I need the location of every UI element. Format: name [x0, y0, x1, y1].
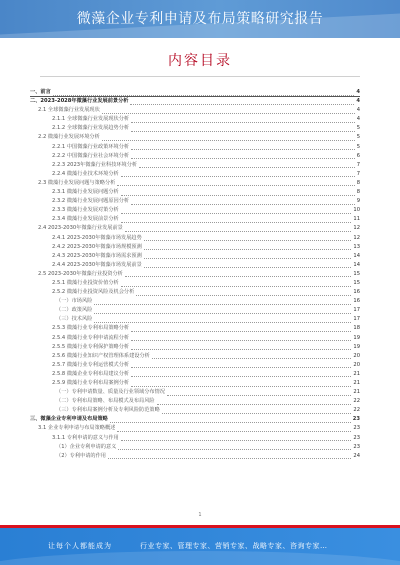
toc-entry-title: 2.5.2 微藻行业投资风险及机会分析 [52, 289, 135, 296]
toc-entry-title: （一）专利申请数量、质量及行业领域分布情况 [56, 389, 165, 396]
toc-entry-title: 2.5.6 微藻行业知识产权管理体系建设分析 [52, 352, 150, 359]
toc-leader-dots [131, 117, 355, 123]
toc-entry-page: 4 [356, 116, 360, 123]
toc-entry-page: 24 [353, 452, 360, 459]
toc-entry[interactable] [30, 161, 360, 170]
toc-heading: 内容目录 [168, 53, 232, 69]
toc-entry-title: 2.4.3 2023-2030年微藻市场需求预测 [52, 252, 142, 259]
toc-entry-title: 2.5.9 微藻行业专利布局案例分析 [52, 380, 130, 386]
toc-entry-title: 2.2.1 中国微藻行业政策环境分析 [52, 143, 130, 150]
toc-entry[interactable] [30, 152, 360, 161]
toc-entry-page: 18 [353, 325, 360, 332]
toc-entry[interactable] [30, 188, 360, 197]
toc-entry-title: 2.3.2 微藻行业发展问题原因分析 [52, 198, 130, 205]
toc-entry[interactable] [30, 424, 360, 433]
toc-entry[interactable] [30, 279, 360, 288]
toc-leader-dots [131, 153, 355, 159]
toc-leader-dots [53, 90, 355, 96]
toc-leader-dots [102, 108, 355, 114]
toc-entry-title: 2.4.2 2023-2030年微藻市场规模预测 [52, 243, 142, 250]
toc-entry-page: 14 [353, 252, 360, 259]
footer-wave-decoration [0, 551, 400, 565]
toc-entry-page: 7 [356, 170, 360, 177]
toc-leader-dots [102, 135, 355, 141]
toc-leader-dots [117, 180, 354, 186]
toc-entry-page: 23 [353, 443, 360, 450]
toc-entry-title: 2.1 全球微藻行业发展现状 [38, 107, 100, 114]
toc-entry-page: 15 [353, 279, 360, 286]
toc-entry-title: （二）专利布局策略、布局模式及布局风险 [56, 398, 155, 405]
toc-entry-title: （三）技术风险 [56, 316, 93, 323]
toc-entry-title: 2.1.2 全球微藻行业发展趋势分析 [52, 125, 130, 132]
toc-leader-dots [144, 235, 352, 241]
toc-entry[interactable] [30, 352, 360, 361]
toc-leader-dots [117, 426, 351, 432]
toc-entry-title: 2.4 2023-2030年微藻行业发展前景 [38, 225, 123, 232]
toc-entry-page: 9 [356, 198, 360, 205]
toc-entry-page: 20 [353, 361, 360, 368]
toc-entry[interactable] [30, 215, 360, 224]
toc-entry-title: 2.4.1 2023-2030年微藻市场发展趋势 [52, 234, 142, 241]
table-of-contents [30, 88, 360, 461]
toc-leader-dots [108, 453, 351, 459]
toc-leader-dots [125, 271, 352, 277]
toc-entry[interactable] [30, 334, 360, 343]
page-number: 1 [198, 512, 202, 518]
toc-entry-title: 2.5.3 微藻行业专利布局策略分析 [52, 325, 130, 332]
toc-entry-page: 17 [353, 307, 360, 314]
toc-entry-page: 16 [353, 298, 360, 305]
toc-rule [30, 96, 360, 97]
toc-entry-title: （二）政策风险 [56, 307, 93, 314]
toc-leader-dots [162, 408, 352, 414]
toc-entry-title: 2.5 2023-2030年微藻行业投资分析 [38, 270, 123, 277]
toc-entry-page: 4 [356, 98, 360, 105]
toc-entry[interactable] [30, 361, 360, 370]
toc-entry-page: 21 [353, 370, 360, 377]
toc-entry-page: 6 [356, 152, 360, 159]
toc-leader-dots [94, 299, 351, 305]
toc-leader-dots [94, 308, 351, 314]
toc-entry-page: 21 [353, 389, 360, 396]
toc-entry-title: （2）专利申请的作用 [56, 452, 106, 459]
toc-entry-title: 2.2.2 中国微藻行业社会环境分析 [52, 152, 130, 159]
heading-divider [40, 76, 360, 77]
toc-leader-dots [131, 199, 355, 205]
toc-entry-title: 一、前言 [30, 89, 51, 95]
toc-entry-page: 22 [353, 407, 360, 414]
toc-entry[interactable] [30, 270, 360, 279]
toc-entry[interactable] [30, 370, 360, 379]
toc-entry-page: 5 [356, 134, 360, 141]
toc-entry-title: 2.5.8 微藻企业专利布局建议分析 [52, 370, 130, 377]
toc-entry[interactable] [30, 443, 360, 452]
toc-entry-title: （一）市场风险 [56, 298, 93, 305]
toc-entry-title: 2.5.5 微藻行业专利保护策略分析 [52, 343, 130, 350]
toc-entry[interactable] [30, 306, 360, 315]
toc-entry-title: 3.1 企业专利申请与布局策略概述 [38, 425, 116, 432]
toc-entry-page: 8 [356, 179, 360, 186]
toc-leader-dots [130, 99, 354, 105]
toc-leader-dots [131, 144, 355, 150]
toc-entry[interactable] [30, 124, 360, 133]
toc-leader-dots [131, 326, 351, 332]
toc-leader-dots [152, 353, 352, 359]
toc-leader-dots [121, 208, 352, 214]
toc-entry[interactable] [30, 197, 360, 206]
toc-leader-dots [131, 371, 351, 377]
footer-bar [0, 525, 400, 565]
toc-leader-dots [144, 244, 352, 250]
toc-entry-title: 2.5.4 微藻行业专利申请流程分析 [52, 334, 130, 341]
toc-entry[interactable] [30, 324, 360, 333]
toc-entry[interactable] [30, 224, 360, 233]
toc-leader-dots [118, 444, 351, 450]
toc-entry[interactable] [30, 434, 360, 443]
toc-entry-page: 11 [353, 216, 360, 223]
toc-entry-title: 2.4.4 2023-2030年微藻市场发展前景 [52, 261, 142, 268]
toc-entry-title: 2.2.3 2023年微藻行业科技环境分析 [52, 161, 138, 168]
toc-entry-title: 2.5.7 微藻行业专利运营模式分析 [52, 361, 130, 368]
toc-entry-title: 二、2023-2028年微藻行业发展前景分析 [30, 98, 129, 105]
toc-entry[interactable] [30, 388, 360, 397]
toc-entry[interactable] [30, 133, 360, 142]
toc-entry-page: 20 [353, 352, 360, 359]
toc-leader-dots [131, 381, 351, 387]
toc-entry-title: 2.3 微藻行业发展问题与策略分析 [38, 179, 116, 186]
toc-leader-dots [121, 281, 352, 287]
toc-leader-dots [131, 126, 355, 132]
toc-leader-dots [125, 226, 352, 232]
toc-entry-page: 17 [353, 316, 360, 323]
report-title: 微藻企业专利申请及布局策略研究报告 [76, 11, 324, 27]
toc-leader-dots [131, 362, 351, 368]
toc-entry[interactable] [30, 297, 360, 306]
toc-entry-page: 19 [353, 343, 360, 350]
toc-entry-page: 23 [352, 416, 360, 423]
toc-leader-dots [121, 217, 352, 223]
toc-entry-page: 4 [356, 107, 360, 114]
toc-entry-title: 2.5.1 微藻行业投资价值分析 [52, 279, 119, 286]
toc-entry[interactable] [30, 397, 360, 406]
toc-entry[interactable] [30, 379, 360, 388]
toc-leader-dots [131, 344, 351, 350]
toc-entry[interactable] [30, 170, 360, 179]
toc-entry-title: 2.2 微藻行业发展环境分析 [38, 134, 100, 141]
toc-leader-dots [121, 171, 355, 177]
toc-entry-page: 19 [353, 334, 360, 341]
toc-entry-page: 14 [353, 261, 360, 268]
toc-leader-dots [157, 399, 352, 405]
toc-entry-page: 15 [353, 270, 360, 277]
toc-leader-dots [167, 390, 351, 396]
toc-entry-page: 16 [353, 289, 360, 296]
toc-entry-title: 3.1.1 专利申请的意义与作用 [52, 434, 119, 441]
toc-entry-page: 8 [356, 189, 360, 196]
toc-entry-title: 2.3.4 微藻行业发展前景分析 [52, 216, 119, 223]
toc-entry-page: 12 [353, 225, 360, 232]
toc-leader-dots [94, 317, 351, 323]
toc-entry-title: 2.1.1 全球微藻行业发展现状分析 [52, 116, 130, 123]
toc-entry-page: 10 [353, 207, 360, 214]
toc-entry[interactable] [30, 234, 360, 243]
toc-entry-title: 2.2.4 微藻行业技术环境分析 [52, 170, 119, 177]
toc-leader-dots [121, 190, 355, 196]
toc-entry-title: 2.3.1 微藻行业发展问题分析 [52, 189, 119, 196]
toc-entry-title: 2.3.3 微藻行业发展对策分析 [52, 207, 119, 214]
toc-entry[interactable] [30, 115, 360, 124]
toc-entry[interactable] [30, 206, 360, 215]
toc-leader-dots [110, 417, 351, 423]
toc-entry[interactable] [30, 288, 360, 297]
toc-entry[interactable] [30, 261, 360, 270]
toc-entry-page: 22 [353, 398, 360, 405]
toc-entry[interactable] [30, 179, 360, 188]
toc-leader-dots [144, 262, 352, 268]
toc-leader-dots [144, 253, 352, 259]
toc-entry[interactable] [30, 243, 360, 252]
toc-leader-dots [136, 290, 351, 296]
toc-entry[interactable] [30, 106, 360, 115]
toc-entry-page: 23 [353, 434, 360, 441]
toc-entry-title: （三）专利布局案例分析及专利风险防范策略 [56, 407, 160, 414]
toc-entry-title: （1）企业专利申请的意义 [56, 443, 117, 450]
toc-entry[interactable] [30, 415, 360, 424]
toc-entry[interactable] [30, 406, 360, 415]
toc-leader-dots [131, 335, 351, 341]
footer-roles: 行业专家、管理专家、营销专家、战略专家、咨询专家… [140, 542, 328, 550]
toc-entry-page: 13 [353, 243, 360, 250]
header-banner [0, 0, 400, 38]
toc-entry-page: 21 [353, 380, 360, 386]
footer-slogan: 让每个人都能成为 [48, 542, 112, 550]
toc-entry-page: 4 [356, 89, 360, 95]
toc-entry-page: 7 [356, 161, 360, 168]
toc-entry-title: 三、微藻企业专利申请及布局策略 [30, 416, 108, 423]
footer-accent-line [0, 525, 400, 528]
toc-leader-dots [139, 162, 355, 168]
toc-entry-page: 5 [356, 143, 360, 150]
toc-entry-page: 12 [353, 234, 360, 241]
toc-leader-dots [121, 435, 352, 441]
toc-entry[interactable] [30, 315, 360, 324]
toc-entry[interactable] [30, 252, 360, 261]
toc-entry[interactable] [30, 97, 360, 106]
toc-entry[interactable] [30, 452, 360, 461]
toc-entry[interactable] [30, 143, 360, 152]
toc-entry-page: 23 [353, 425, 360, 432]
toc-entry[interactable] [30, 343, 360, 352]
toc-entry-page: 5 [356, 125, 360, 132]
